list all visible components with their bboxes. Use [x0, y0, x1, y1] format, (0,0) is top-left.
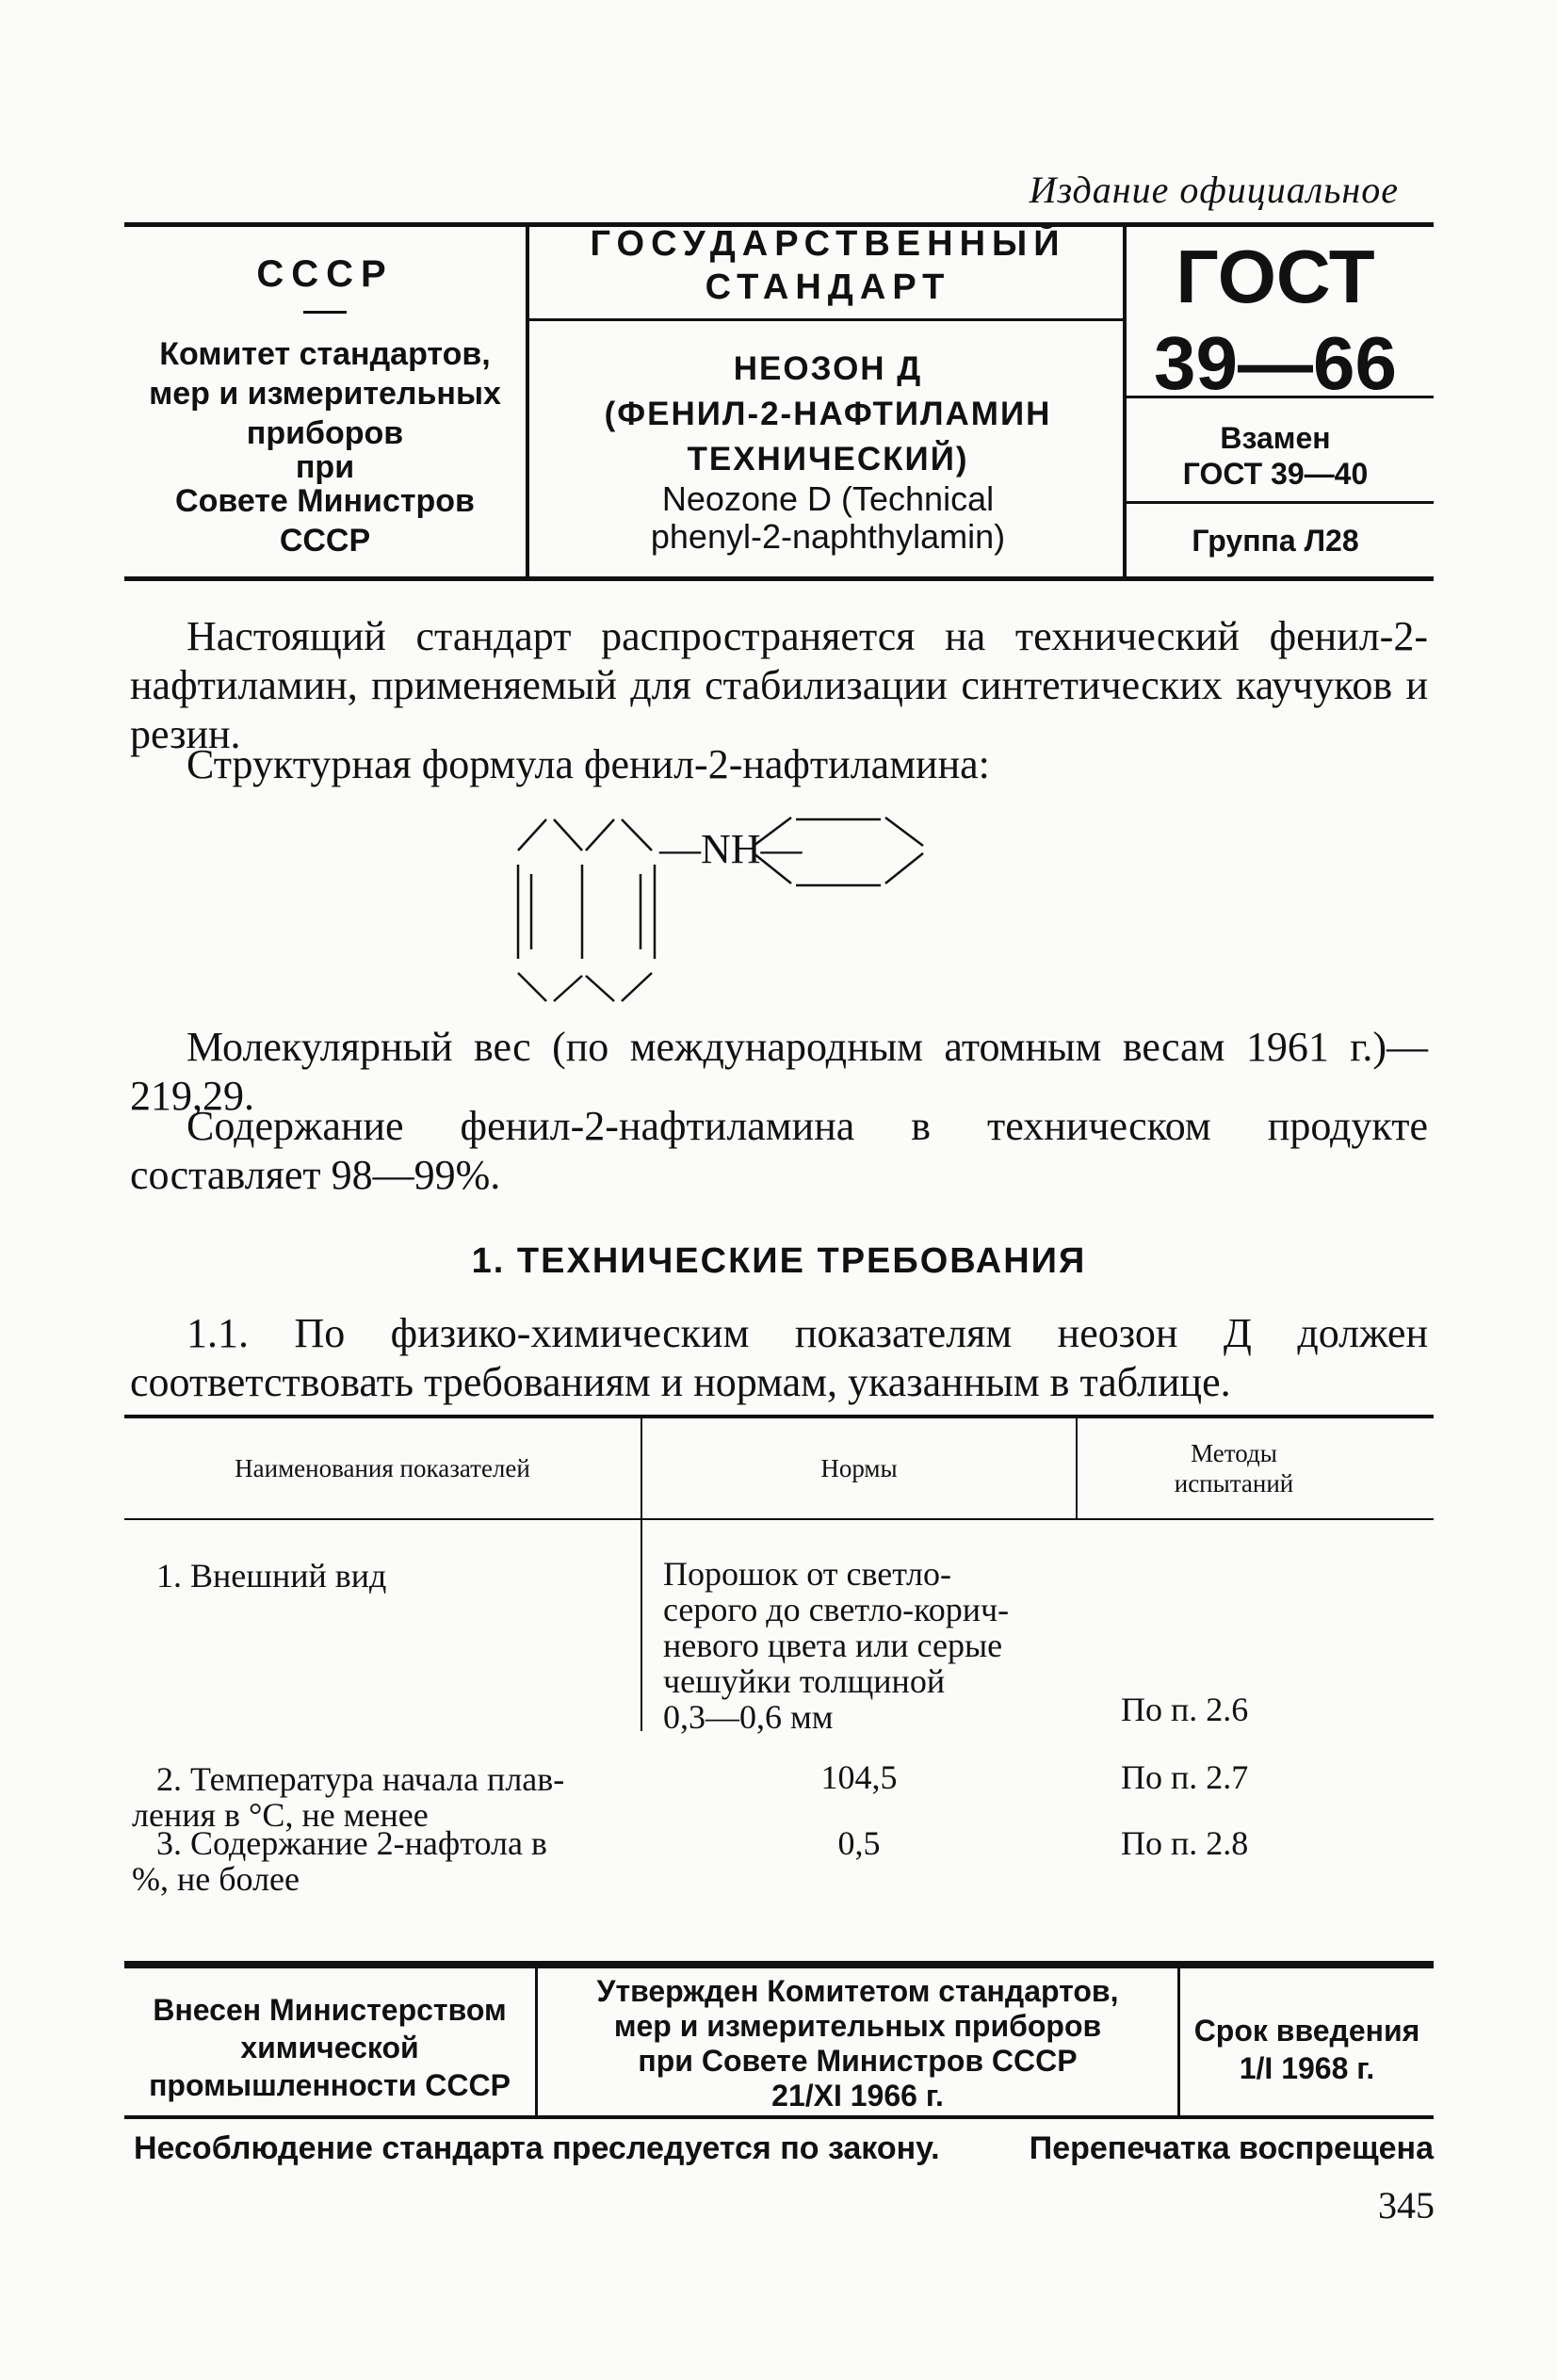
introduced-line: промышленности СССР	[149, 2068, 511, 2102]
col-header-methods: Методы испытаний	[1174, 1439, 1294, 1498]
title-line: ТЕХНИЧЕСКИЙ)	[687, 441, 969, 478]
col-header-name: Наименования показателей	[235, 1454, 530, 1482]
gost-number	[1126, 234, 1425, 407]
ussr-label: СССР	[256, 253, 394, 295]
content-paragraph	[130, 1102, 1428, 1200]
approved-line: при Совете Министров СССР	[638, 2044, 1078, 2078]
standard-title-en	[531, 480, 1125, 556]
standard-type-line: ГОСУДАРСТВЕННЫЙ	[590, 224, 1066, 264]
table-row	[156, 1558, 627, 1594]
norm-line: 0,3—0,6 мм	[663, 1698, 834, 1736]
introduced-line: Внесен Министерством	[153, 1993, 507, 2027]
table-row	[132, 1760, 627, 1834]
row-name: 2. Температура начала плав-	[156, 1760, 565, 1798]
group-code: Группа Л28	[1192, 524, 1359, 558]
committee-line: мер и измерительных	[149, 376, 501, 412]
row-name: 3. Содержание 2-нафтола в	[156, 1824, 547, 1862]
replaces	[1126, 420, 1425, 492]
intro-text-2: Структурная формула фенил-2-нафтиламина:	[187, 741, 990, 787]
title-line: НЕОЗОН Д	[733, 350, 923, 387]
header-right-rule-2	[1127, 501, 1434, 504]
bottom-notices	[134, 2130, 1434, 2167]
section1-paragraph	[130, 1309, 1428, 1407]
committee-line: СССР	[279, 523, 371, 559]
edition-note: Издание официальное	[1029, 169, 1399, 211]
norm-line: Порошок от светло-	[663, 1555, 951, 1593]
content-text: Содержание фенил-2-нафтиламина в техническом продукте составляет 98—99%.	[130, 1103, 1428, 1198]
section-title: 1. ТЕХНИЧЕСКИЕ ТРЕБОВАНИЯ	[471, 1241, 1087, 1281]
title-line: (ФЕНИЛ-2-НАФТИЛАМИН	[604, 396, 1052, 432]
table-cell-norm: 0,5	[837, 1824, 881, 1862]
committee-line: Совете Министров	[175, 483, 475, 519]
table-cell-norm: 104,5	[820, 1758, 898, 1796]
table-row	[132, 1824, 627, 1898]
table-top-rule	[124, 1415, 1434, 1418]
introduced-line: химической	[240, 2031, 419, 2064]
header-center-rule	[529, 318, 1123, 321]
footer-bottom-rule	[124, 2115, 1434, 2119]
table-divider-2	[1076, 1418, 1078, 1518]
replaces-line: Взамен	[1220, 421, 1331, 455]
table-cell-method: По п. 2.7	[1121, 1758, 1249, 1796]
footer-top-rule	[124, 1965, 1434, 1968]
committee-line: при	[295, 449, 355, 485]
effective-line: Срок введения	[1193, 2014, 1420, 2048]
section1-text: 1.1. По физико-химическим показателям неозон Д должен соответствовать требованиям и нормам, указанным в таблице.	[130, 1310, 1428, 1405]
legal-warning: Несоблюдение стандарта преследуется по закону.	[134, 2130, 940, 2166]
standard-type	[531, 222, 1125, 309]
row-name: 1. Внешний вид	[156, 1557, 387, 1595]
effective-line: 1/I 1968 г.	[1239, 2051, 1375, 2085]
table-cell-method: По п. 2.8	[1121, 1824, 1249, 1862]
committee-line: приборов	[246, 415, 404, 451]
table-cell-norm	[663, 1556, 1078, 1735]
gost-label: ГОСТ	[1176, 235, 1375, 318]
title-en-line: Neozone D (Technical	[661, 479, 995, 518]
page-number: 345	[1378, 2184, 1435, 2226]
committee-line: Комитет стандартов,	[159, 336, 491, 372]
intro-text-1: Настоящий стандарт распространяется на технический фенил-2-нафтиламин, применяемый для стабилизации синтетических каучуков и резин.	[130, 613, 1428, 757]
ussr-dash	[303, 311, 347, 314]
row-name: ления в °С, не менее	[132, 1796, 429, 1834]
structural-formula	[509, 808, 1036, 1015]
header-bottom-rule	[124, 576, 1434, 581]
col-header-norms: Нормы	[820, 1454, 898, 1482]
reprint-notice: Перепечатка воспрещена	[1029, 2130, 1434, 2166]
row-name: %, не более	[132, 1860, 300, 1898]
replaces-line: ГОСТ 39—40	[1182, 457, 1369, 491]
header-divider-left	[526, 226, 529, 576]
intro-paragraph-2	[130, 740, 1428, 789]
gost-code: 39—66	[1154, 321, 1397, 405]
approved-line: мер и измерительных приборов	[613, 2009, 1102, 2043]
formula-nh-label: —NH—	[659, 826, 803, 872]
norm-line: серого до светло-корич-	[663, 1591, 1010, 1628]
standard-title	[531, 347, 1125, 482]
approved-line: Утвержден Комитетом стандартов,	[596, 1974, 1119, 2008]
footer-introduced	[124, 1991, 535, 2104]
title-en-line: phenyl-2-naphthylamin)	[650, 517, 1006, 556]
table-cell-method: По п. 2.6	[1121, 1691, 1249, 1728]
footer-approved	[538, 1974, 1177, 2113]
footer-effective	[1180, 2012, 1434, 2087]
molecular-weight-text: Молекулярный вес (по международным атомным весам 1961 г.)—219,29.	[130, 1024, 1428, 1119]
approved-line: 21/XI 1966 г.	[771, 2079, 944, 2113]
standard-type-line: СТАНДАРТ	[705, 267, 951, 307]
norm-line: невого цвета или серые	[663, 1627, 1003, 1664]
header-left	[132, 254, 518, 560]
norm-line: чешуйки толщиной	[663, 1662, 946, 1700]
table-divider-1b	[641, 1520, 642, 1731]
intro-paragraph-1	[130, 612, 1428, 759]
table-header-rule	[124, 1518, 1434, 1520]
